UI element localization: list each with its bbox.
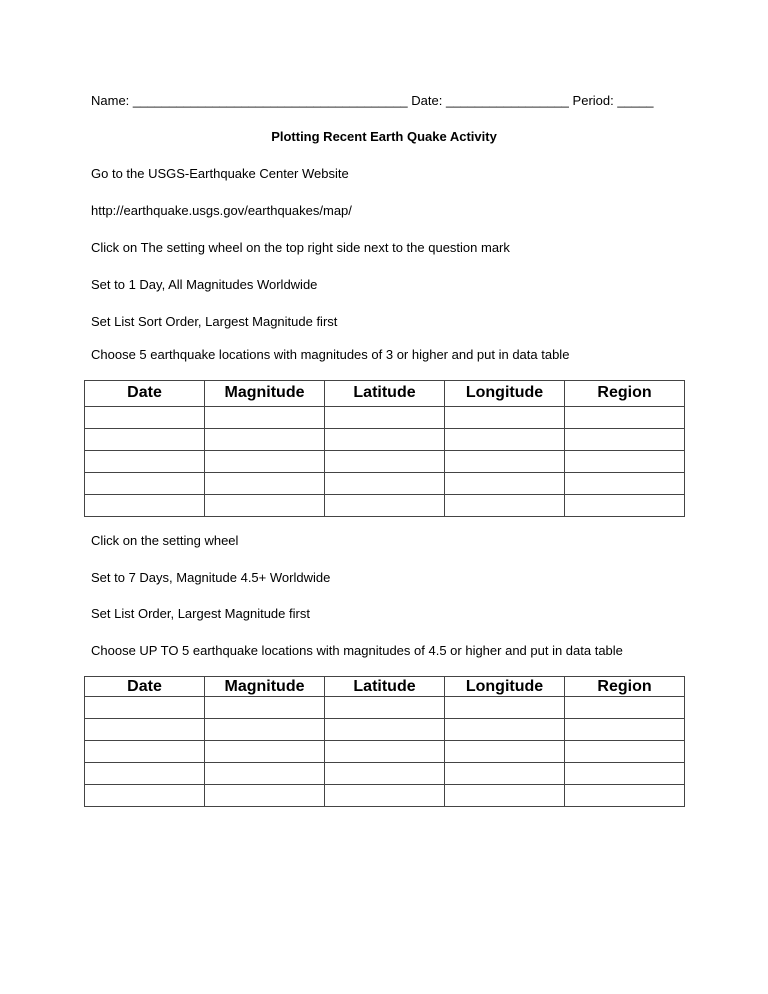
table-cell[interactable]: [565, 407, 685, 429]
table-cell[interactable]: [565, 429, 685, 451]
table-row: [85, 495, 685, 517]
table-cell[interactable]: [325, 451, 445, 473]
date-label: Date:: [411, 93, 443, 108]
table-cell[interactable]: [205, 473, 325, 495]
column-header-magnitude: Magnitude: [205, 677, 325, 697]
table-cell[interactable]: [445, 473, 565, 495]
table-cell[interactable]: [565, 785, 685, 807]
instruction-1-1: Go to the USGS-Earthquake Center Website: [91, 166, 349, 181]
table-cell[interactable]: [85, 785, 205, 807]
table-cell[interactable]: [325, 763, 445, 785]
table-cell[interactable]: [205, 429, 325, 451]
instruction-2-2: Set to 7 Days, Magnitude 4.5+ Worldwide: [91, 570, 331, 585]
column-header-latitude: Latitude: [325, 677, 445, 697]
column-header-longitude: Longitude: [445, 677, 565, 697]
table-cell[interactable]: [205, 451, 325, 473]
period-label: Period:: [572, 93, 614, 108]
table-cell[interactable]: [205, 407, 325, 429]
header-line: [91, 93, 654, 109]
instruction-1-6: Choose 5 earthquake locations with magnitudes of 3 or higher and put in data table: [91, 347, 570, 362]
table-cell[interactable]: [445, 429, 565, 451]
table-cell[interactable]: [325, 429, 445, 451]
column-header-region: Region: [565, 677, 685, 697]
table-cell[interactable]: [325, 495, 445, 517]
table-cell[interactable]: [205, 495, 325, 517]
table-cell[interactable]: [85, 495, 205, 517]
table-cell[interactable]: [445, 451, 565, 473]
table-cell[interactable]: [325, 473, 445, 495]
table-cell[interactable]: [85, 451, 205, 473]
instruction-1-3: Click on The setting wheel on the top right side next to the question mark: [91, 240, 510, 255]
name-label: Name:: [91, 93, 130, 108]
table-cell[interactable]: [85, 697, 205, 719]
column-header-longitude: Longitude: [445, 381, 565, 407]
column-header-date: Date: [85, 677, 205, 697]
table-cell[interactable]: [565, 495, 685, 517]
table-cell[interactable]: [325, 719, 445, 741]
table-row: [85, 429, 685, 451]
table-cell[interactable]: [205, 785, 325, 807]
table-cell[interactable]: [565, 451, 685, 473]
table-row: [85, 697, 685, 719]
instruction-2-1: Click on the setting wheel: [91, 533, 239, 548]
instruction-2-4: Choose UP TO 5 earthquake locations with magnitudes of 4.5 or higher and put in data table: [91, 643, 623, 658]
table-cell[interactable]: [445, 785, 565, 807]
table-cell[interactable]: [445, 407, 565, 429]
instruction-1-4: Set to 1 Day, All Magnitudes Worldwide: [91, 277, 318, 292]
instruction-1-5: Set List Sort Order, Largest Magnitude first: [91, 314, 338, 329]
name-blank[interactable]: ______________________________________: [132, 93, 408, 108]
table-cell[interactable]: [445, 697, 565, 719]
table-cell[interactable]: [565, 719, 685, 741]
column-header-latitude: Latitude: [325, 381, 445, 407]
table-cell[interactable]: [205, 697, 325, 719]
table-cell[interactable]: [85, 429, 205, 451]
table-cell[interactable]: [85, 719, 205, 741]
column-header-magnitude: Magnitude: [205, 381, 325, 407]
instruction-1-2-url: http://earthquake.usgs.gov/earthquakes/map/: [91, 203, 352, 218]
data-table-2: [84, 676, 685, 807]
table-header-row: [85, 677, 685, 697]
table-row: [85, 451, 685, 473]
table-cell[interactable]: [325, 407, 445, 429]
table-header-row: [85, 381, 685, 407]
table-cell[interactable]: [85, 763, 205, 785]
table-cell[interactable]: [565, 697, 685, 719]
table-cell[interactable]: [565, 763, 685, 785]
table-cell[interactable]: [565, 741, 685, 763]
table-cell[interactable]: [325, 785, 445, 807]
table-cell[interactable]: [205, 719, 325, 741]
table-cell[interactable]: [85, 741, 205, 763]
table-cell[interactable]: [565, 473, 685, 495]
table-cell[interactable]: [445, 741, 565, 763]
table-row: [85, 785, 685, 807]
table-cell[interactable]: [205, 741, 325, 763]
column-header-region: Region: [565, 381, 685, 407]
date-blank[interactable]: _________________: [446, 93, 569, 108]
column-header-date: Date: [85, 381, 205, 407]
period-blank[interactable]: _____: [617, 93, 654, 108]
data-table-1: [84, 380, 685, 517]
table-cell[interactable]: [325, 697, 445, 719]
table-row: [85, 763, 685, 785]
table-cell[interactable]: [205, 763, 325, 785]
table-cell[interactable]: [325, 741, 445, 763]
table-row: [85, 407, 685, 429]
table-cell[interactable]: [445, 495, 565, 517]
page-title: Plotting Recent Earth Quake Activity: [271, 129, 497, 144]
table-row: [85, 741, 685, 763]
table-cell[interactable]: [445, 719, 565, 741]
table-row: [85, 473, 685, 495]
instruction-2-3: Set List Order, Largest Magnitude first: [91, 606, 310, 621]
table-cell[interactable]: [445, 763, 565, 785]
table-cell[interactable]: [85, 473, 205, 495]
table-row: [85, 719, 685, 741]
table-cell[interactable]: [85, 407, 205, 429]
